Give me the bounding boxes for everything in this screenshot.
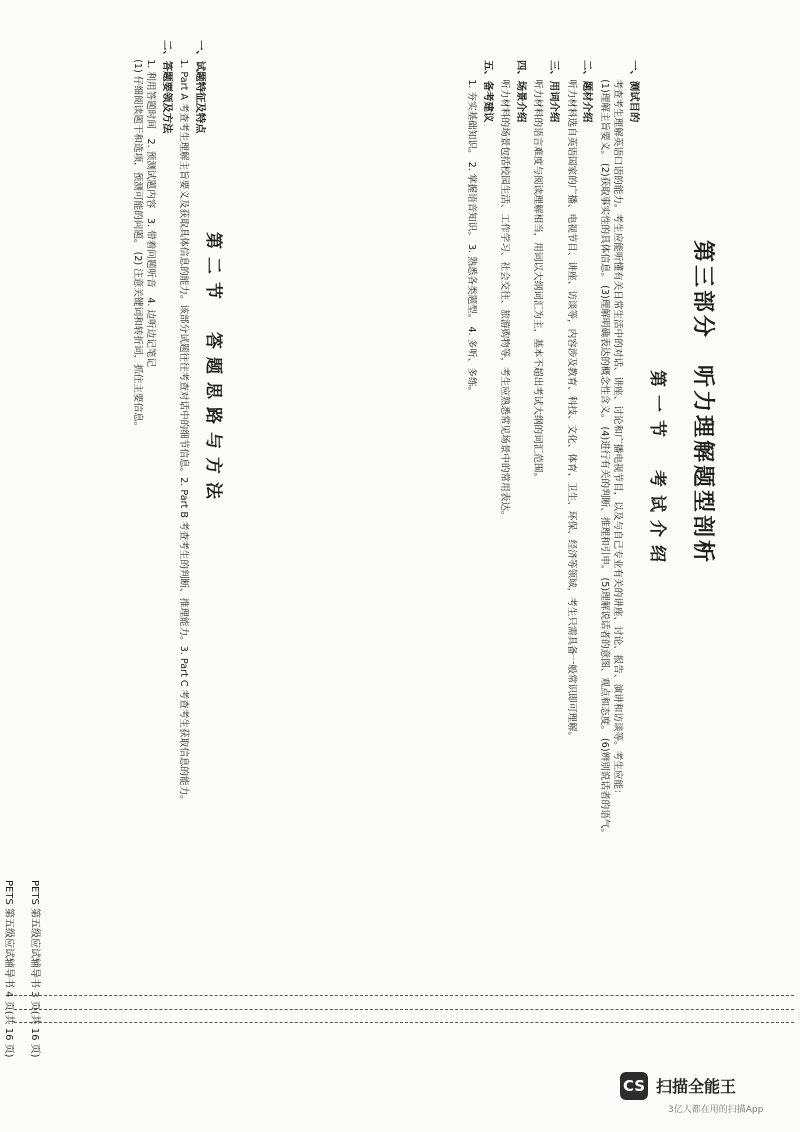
left-heading-5: 四、场景介绍 [514, 60, 527, 123]
scanner-tagline: 3亿人都在用的扫描App [668, 1105, 764, 1115]
page-title: 第三部分 听力理解题型剖析 [690, 240, 715, 566]
camscanner-logo-icon: CS [620, 1072, 648, 1100]
left-heading-4: 三、用词介绍 [548, 60, 561, 123]
left-text-6: 1. 夯实基础知识。 2. 掌握语音知识。 3. 熟悉各类题型。 4. 多听、多练。 [466, 79, 478, 397]
left-text-1: 考查考生理解英语口语的能力。考生应能听懂有关日常生活中的对话、讲座、讨论和广播电视节目，以及与自己专业有关的讲座、讨论、报告、演讲和访谈等。考生应能： [612, 79, 624, 799]
right-heading-1: 一、试题特征及特点 [194, 40, 206, 134]
right-text-2: 1. 利用答题时间 2. 预测试题内容 3. 带着问题听音 4. 边听边记笔记 [145, 59, 157, 368]
left-heading-1: 一、测试目的 [628, 60, 640, 123]
left-text-4: 听力材料的语言难度与阅读理解相当，用词以大纲词汇为主，基本不超出考试大纲的词汇范围。 [532, 79, 544, 483]
right-heading-2: 二、答题要领及方法 [160, 40, 173, 134]
left-heading-6: 五、备考建议 [481, 60, 494, 123]
scanner-app-name: 扫描全能王 [656, 1077, 737, 1096]
right-text-3: (1) 仔细阅读题干和选项，预测可能的问题。 (2) 注意关键词和转折词，抓住主要信息。 [131, 59, 143, 432]
footer-right-page: PETS 第五级应试辅导书 4 页(共 16 页) [3, 880, 14, 1058]
left-section-title: 第一节 考试介绍 [647, 370, 667, 570]
right-section-title: 第二节 答题思路与方法 [203, 232, 223, 507]
left-text-2: (1)理解主旨要义。 (2)获取事实性的具体信息。 (3)理解明确表达的概念性含义。 (4)进行有关的判断、推理和引申。 (5)理解说话者的意图、观点和态度。 (6)辨别说话者的语气。 [598, 79, 610, 838]
left-heading-3: 二、题材介绍 [581, 60, 594, 123]
cut-line-bottom [14, 1022, 794, 1023]
cut-line-middle [14, 1009, 794, 1010]
cut-line-top [14, 995, 794, 996]
footer-left-page: PETS 第五级应试辅导书 3 页(共 16 页) [29, 880, 40, 1058]
cut-line-area [14, 995, 794, 1023]
right-text-1: 1. Part A 考查考生理解主旨要义及获取具体信息的能力。该部分试题往往考查对话中的细节信息。2. Part B 考查考生的判断、推理能力。3. Part C 考查考生获取信息的能力。 [178, 59, 190, 805]
left-text-3: 听力材料选自英语国家的广播、电视节目、讲座、访谈等，内容涉及教育、科技、文化、体育、卫生、环保、经济等领域，考生只需具备一般常识即可理解。 [565, 79, 577, 742]
left-text-5: 听力材料的场景包括校园生活、工作学习、社会交往、旅游购物等，考生应熟悉常见场景中的常用表达。 [499, 79, 511, 521]
scanner-watermark [620, 1068, 796, 1132]
